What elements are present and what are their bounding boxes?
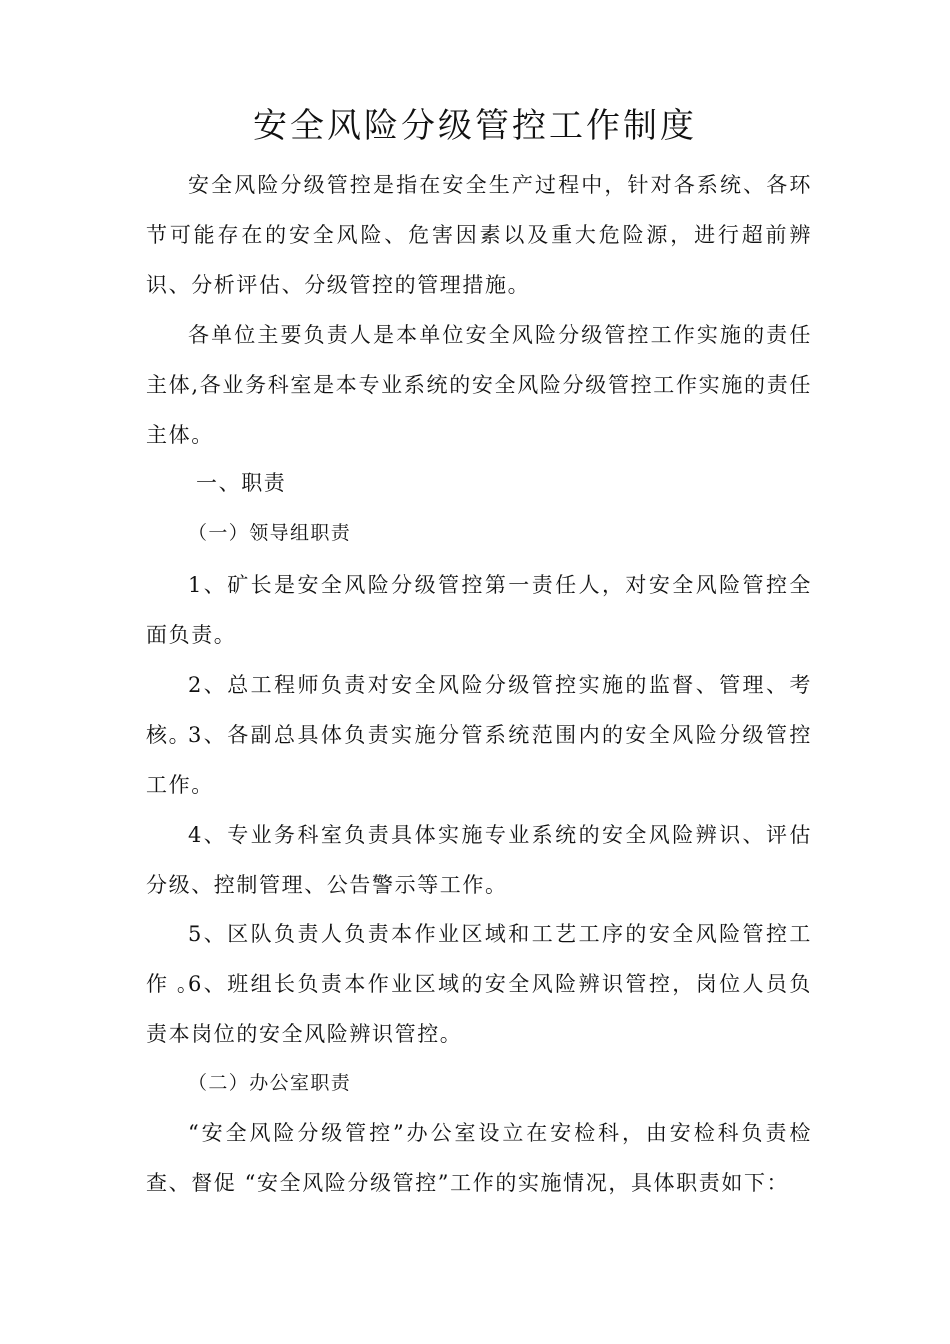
intro-paragraph-2: 各单位主要负责人是本单位安全风险分级管控工作实施的责任主体,各业务科室是本专业系统的安全风险分级管控工作实施的责任主体。: [146, 323, 812, 447]
duty-item-4: 4、专业务科室负责具体实施专业系统的安全风险辨识、评估分级、控制管理、公告警示等工作。: [146, 823, 812, 897]
subsection-heading-office: （二）办公室职责: [188, 1072, 352, 1094]
subsection-heading-leadership: （一）领导组职责: [188, 522, 352, 544]
section-heading-duties: 一、职责: [196, 471, 287, 495]
duty-item-1: 1、矿长是安全风险分级管控第一责任人，对安全风险管控全面负责。: [146, 573, 812, 647]
duty-item-6: 6、班组长负责本作业区域的安全风险辨识管控，岗位人员负责本岗位的安全风险辨识管控。: [146, 972, 812, 1046]
duty-item-3: 3、各副总具体负责实施分管系统范围内的安全风险分级管控工作。: [146, 723, 812, 797]
intro-paragraph-1: 安全风险分级管控是指在安全生产过程中，针对各系统、各环节可能存在的安全风险、危害因素以及重大危险源，进行超前辨识、分析评估、分级管控的管理措施。: [146, 173, 812, 297]
duty-item-5: 5、区队负责人负责本作业区域和工艺工序的安全风险管控工作 。: [146, 922, 812, 996]
document-title: 安全风险分级管控工作制度: [253, 106, 697, 146]
office-paragraph: “安全风险分级管控”办公室设立在安检科，由安检科负责检查、督促 “安全风险分级管控”工作的实施情况，具体职责如下：: [146, 1121, 812, 1195]
duty-item-2: 2、总工程师负责对安全风险分级管控实施的监督、管理、考核。: [146, 673, 812, 747]
